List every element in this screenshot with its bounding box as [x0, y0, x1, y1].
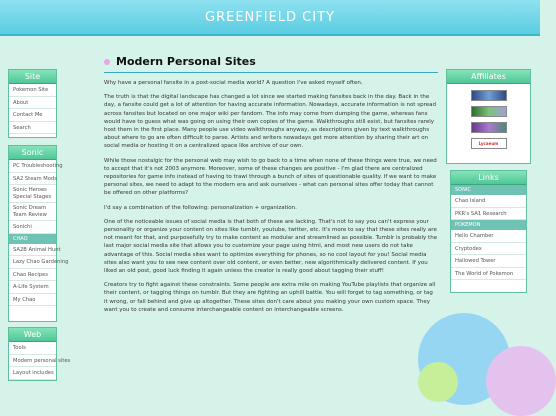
heading-bullet-icon — [104, 59, 110, 65]
links-subheading-pokemon: POKEMON — [451, 220, 526, 230]
page-title: Modern Personal Sites — [116, 55, 256, 68]
link-hello-chamber[interactable]: Hello Chamber — [451, 230, 526, 243]
nav-sa2b-animal-hunt[interactable]: SA2B Animal Hunt — [9, 244, 56, 257]
site-header — [0, 0, 540, 36]
link-cryptodex[interactable]: Cryptodex — [451, 243, 526, 256]
box-title-affiliates: Affiliates — [447, 70, 530, 84]
nav-lazy-chao-gardening[interactable]: Lazy Chao Gardening — [9, 256, 56, 269]
links-subheading-sonic: SONIC — [451, 185, 526, 195]
sidebar-box-web — [8, 327, 71, 381]
affiliate-button-3[interactable] — [471, 122, 507, 133]
nav-tools[interactable]: Tools — [9, 342, 56, 355]
sidebar-box-sonic — [8, 145, 69, 322]
paragraph: The truth is that the digital landscape has changed a lot since we started making fansites back in the day. Back in the day, a fansite could get a lot of attention for having accurate information. Nowadays, accurate information is not spread across fansites but located on one major wiki per fandom. The info may come from dumping the game, whereas fans would have to guess what was going on using their own copies of the game. Walkthroughs still exist, but fansites rarely host them in the first place. Many people use video walkthroughs anyway, as descriptions given by text walkthroughs about where to go are often difficult to parse. Artists and writers nowadays get more attention by sharing their art on social media or hosting it on a centralized space like archive of our own. — [104, 94, 436, 150]
box-title-sonic: Sonic — [9, 146, 56, 160]
paragraph: While those nostalgic for the personal web may wish to go back to a time when none of these things were true, we need to accept that it's not 2003 anymore. Moreover, some of these changes are positive - I'm glad there are centralized repositories for game info instead of having to trawl through a bunch of sites of questionable quality. If we want to make personal sites, we need to adapt to the modern era and ask ourselves - what can personal sites offer today that cannot be offered on other platforms? — [104, 157, 437, 197]
nav-pokemon-site[interactable]: Pokemon Site — [9, 84, 56, 97]
box-title-links: Links — [451, 171, 526, 185]
box-title-site: Site — [9, 70, 56, 84]
nav-search[interactable]: Search — [9, 122, 56, 135]
nav-layout-includes[interactable]: Layout includes — [9, 367, 56, 380]
nav-subheading-chao: CHAO — [9, 234, 56, 244]
nav-sa2-steam-mods[interactable]: SA2 Steam Mods — [9, 173, 56, 186]
nav-my-chao[interactable]: My Chao — [9, 294, 56, 307]
site-title[interactable]: GREENFIELD CITY — [205, 10, 335, 25]
nav-contact-me[interactable]: Contact Me — [9, 109, 56, 122]
affiliate-button-2[interactable] — [471, 106, 507, 117]
sidebar-box-site — [8, 69, 57, 138]
nav-modern-personal-sites[interactable]: Modern personal sites — [9, 355, 56, 368]
paragraph: One of the noticeable issues of social media is that both of these are lacking. That's not to say you can't express your personality or organize your content on sites like tumblr, youtube, twitter, etc. It's more to say that these sites really are not meant for that, and purposefully try to make content as modular and streamlined as possible. Tumblr is probably the last major social media site that allows you to customize your page using html, and most new users do not take advantage of this. Social media sites want to optimize everything for phones, so no cool layout for you! Social media sites also want you to see new content over old content, or even better, new algorithmically delivered content. If you liked an old post, good luck finding it again unless the creator is really good about tagging their stuff! — [104, 218, 438, 275]
nav-a-life-system[interactable]: A-Life System — [9, 281, 56, 294]
link-pkr-sa1-research[interactable]: PKR's SA1 Research — [451, 208, 526, 221]
affiliate-button-lycaeum[interactable]: Lycaeum — [471, 138, 507, 149]
paragraph: I'd say a combination of the following: personalization + organization. — [104, 204, 297, 211]
nav-chao-recipes[interactable]: Chao Recipes — [9, 269, 56, 282]
decorative-circle-green — [418, 362, 458, 402]
nav-sonic-heroes-special-stages[interactable]: Sonic Heroes Special Stages — [9, 185, 56, 203]
nav-sonichi[interactable]: Sonichi — [9, 221, 56, 234]
decorative-circle-pink — [486, 346, 556, 416]
affiliate-button-1[interactable] — [471, 90, 507, 101]
sidebar-box-links — [450, 170, 527, 293]
sidebar-box-affiliates — [446, 69, 531, 164]
nav-sonic-dream-team-review[interactable]: Sonic Dream Team Review — [9, 203, 56, 221]
paragraph: Creators try to fight against these constraints. Some people are extra mile on making YouTube playlists that organize all their content, or tagging things on tumblr. But they are fighting an uphill battle. You will forget to tag something, or tag it wrong, or fall behind and give up altogether. These sites don't care about you making your own custom space. They want you to create and consume interchangeable content on interchangeable screens. — [104, 282, 436, 313]
paragraph: Why have a personal fansite in a post-social media world? A question I've asked myself often. — [104, 80, 363, 86]
nav-pc-troubleshooting[interactable]: PC Troubleshooting — [9, 160, 56, 173]
nav-about[interactable]: About — [9, 97, 56, 110]
main-content — [104, 54, 438, 314]
page-heading — [104, 54, 438, 73]
box-title-web: Web — [9, 328, 56, 342]
link-chao-island[interactable]: Chao Island — [451, 195, 526, 208]
link-world-of-pokemon[interactable]: The World of Pokemon — [451, 268, 526, 281]
link-hallowed-tower[interactable]: Hallowed Tower — [451, 255, 526, 268]
